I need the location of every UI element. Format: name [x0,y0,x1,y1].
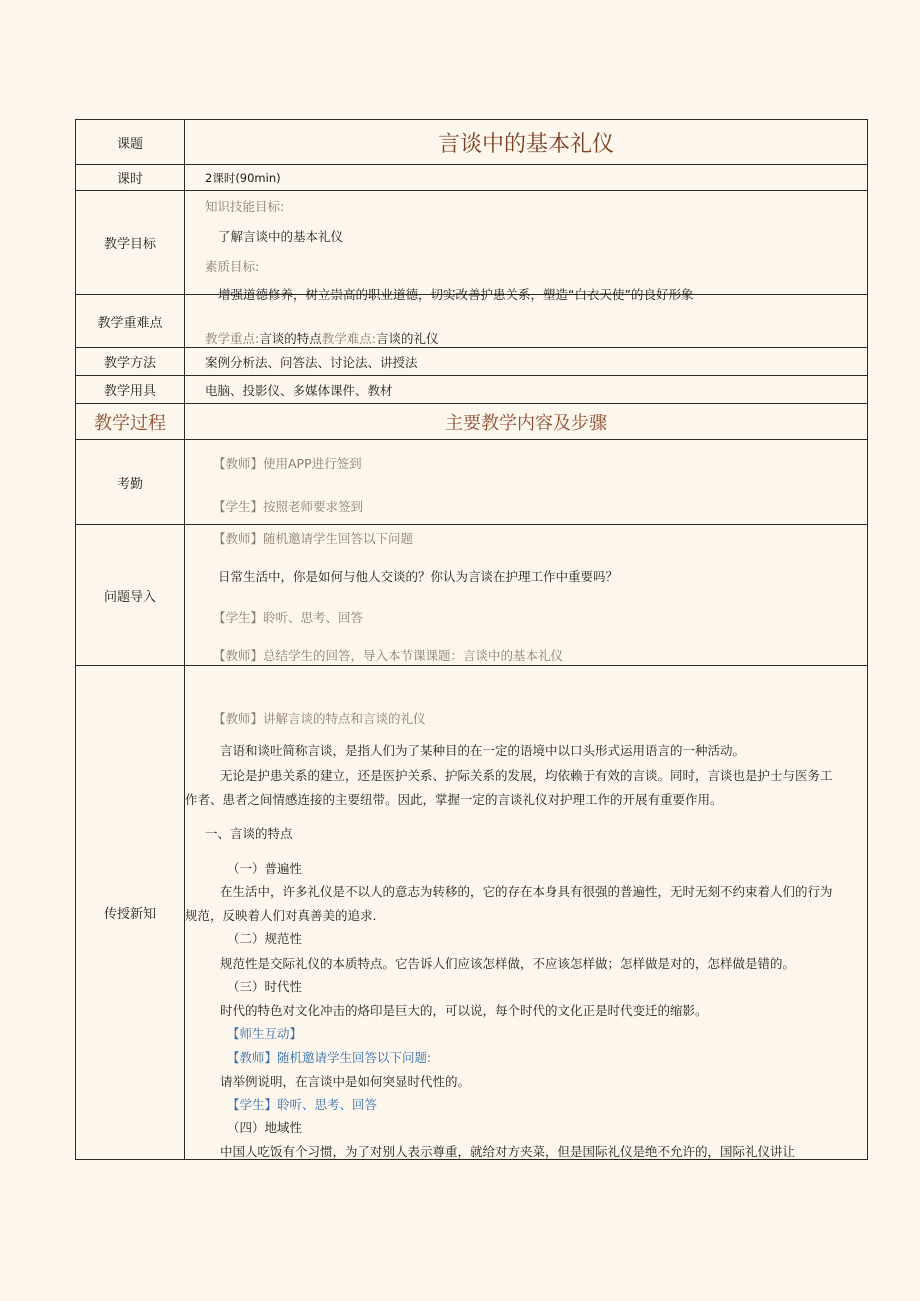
teaching-line: 作者、患者之间情感连接的主要纽带。因此，掌握一定的言谈礼仪对护理工作的开展有重要作用。 [185,792,723,807]
difficult-point-label: 教学难点: [321,331,376,346]
teaching-heading: 一、言谈的特点 [205,826,293,841]
row-methods [76,348,868,376]
row-focus [76,295,868,348]
row-title [76,120,868,165]
teaching-line: 请举例说明，在言谈中是如何突显时代性的。 [220,1074,471,1089]
teaching-line: 时代的特色对文化冲击的烙印是巨大的，可以说，每个时代的文化正是时代变迁的缩影。 [220,1003,708,1018]
knowledge-heading: 知识技能目标: [205,199,285,214]
teaching-subheading: （二）规范性 [227,931,303,946]
attendance-label: 考勤 [76,440,185,525]
teaching-subheading: （三）时代性 [227,979,303,994]
teaching-line: 【学生】聆听、思考、回答 [227,1097,378,1112]
intro-line: 【学生】聆听、思考、回答 [213,610,364,625]
teaching-line: 在生活中，许多礼仪是不以人的意志为转移的，它的存在本身具有很强的普遍性，无时无刻不约束着人们的行为 [220,884,833,899]
attendance-line-student: 【学生】按照老师要求签到 [213,499,364,514]
row-period [76,165,868,191]
difficult-point-value: 言谈的礼仪 [375,331,439,346]
methods-value: 案例分析法、问答法、讨论法、讲授法 [205,354,418,370]
teaching-line: 无论是护患关系的建立，还是医护关系、护际关系的发展，均依赖于有效的言谈。同时，言谈也是护士与医务工 [220,768,833,783]
attendance-line-teacher: 【教师】使用APP进行签到 [213,456,362,471]
title-label: 课题 [76,120,185,165]
row-attendance [76,440,868,525]
intro-line: 【教师】总结学生的回答，导入本节课课题：言谈中的基本礼仪 [213,648,564,663]
interaction-tag: 【师生互动】 [227,1026,303,1041]
teaching-line: 规范，反映着人们对真善美的追求. [185,908,377,923]
teaching-label: 传授新知 [76,666,185,1160]
teaching-subheading: （一）普遍性 [227,861,303,876]
process-header-left: 教学过程 [94,412,166,434]
quality-heading: 素质目标: [205,259,260,274]
teaching-line: 言语和谈吐简称言谈，是指人们为了某种目的在一定的语境中以口头形式运用语言的一种活动。 [220,743,746,758]
tools-label: 教学用具 [76,376,185,404]
lesson-title: 言谈中的基本礼仪 [437,131,614,157]
process-header-right: 主要教学内容及步骤 [445,412,607,434]
methods-label: 教学方法 [76,348,185,376]
row-tools [76,376,868,404]
teaching-subheading: （四）地域性 [227,1120,303,1135]
intro-label: 问题导入 [76,525,185,666]
tools-value: 电脑、投影仪、多媒体课件、教材 [205,382,393,398]
quality-text: 增强道德修养，树立崇高的职业道德，切实改善护患关系，塑造“白衣天使”的良好形象 [218,287,694,302]
row-process-header [76,404,868,440]
row-teaching [76,666,868,1160]
row-intro [76,525,868,666]
teaching-line: 中国人吃饭有个习惯，为了对别人表示尊重，就给对方夹菜，但是国际礼仪是绝不允许的，国际礼仪讲让 [220,1144,796,1159]
period-value: 2课时(90min) [205,170,281,185]
teaching-line: 规范性是交际礼仪的本质特点。它告诉人们应该怎样做，不应该怎样做；怎样做是对的，怎样做是错的。 [220,956,796,971]
row-goals [76,191,868,295]
focus-text [205,329,438,347]
intro-line: 【教师】随机邀请学生回答以下问题 [213,531,414,546]
knowledge-text: 了解言谈中的基本礼仪 [218,229,344,244]
goals-label: 教学目标 [76,191,185,295]
intro-line: 日常生活中，你是如何与他人交谈的？你认为言谈在护理工作中重要吗？ [218,569,619,584]
key-point-value: 言谈的特点 [259,331,322,346]
focus-label: 教学重难点 [76,295,185,348]
key-point-label: 教学重点: [205,331,260,346]
teaching-line: 【教师】讲解言谈的特点和言谈的礼仪 [213,711,426,726]
period-label: 课时 [76,165,185,191]
lesson-plan-table [75,119,868,1160]
teaching-line: 【教师】随机邀请学生回答以下问题: [227,1050,432,1065]
